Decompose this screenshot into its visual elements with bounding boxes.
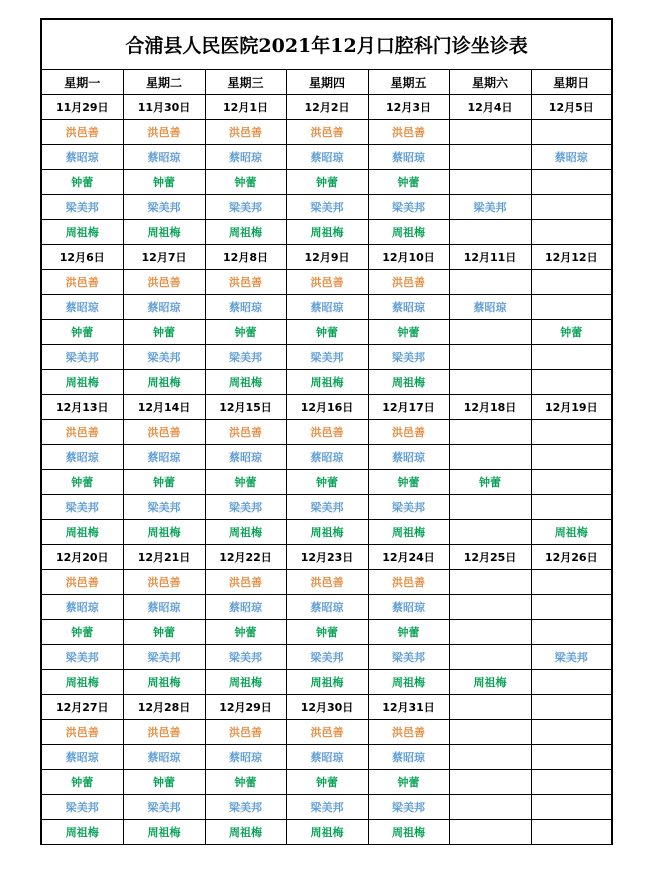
title-row — [41, 19, 612, 70]
doctor-cell: 蔡昭琼 — [286, 595, 368, 620]
doctor-cell — [449, 270, 531, 295]
doctor-cell: 梁美邦 — [286, 195, 368, 220]
date-cell: 12月24日 — [368, 545, 449, 570]
doctor-cell — [449, 745, 531, 770]
doctor-cell: 洪邑善 — [368, 120, 449, 145]
doctor-cell: 蔡昭琼 — [368, 445, 449, 470]
doctor-row — [41, 595, 612, 620]
doctor-row — [41, 120, 612, 145]
date-cell: 12月3日 — [368, 95, 449, 120]
date-cell: 12月28日 — [123, 695, 205, 720]
doctor-cell — [531, 420, 612, 445]
date-cell: 12月27日 — [41, 695, 123, 720]
date-cell: 11月30日 — [123, 95, 205, 120]
doctor-cell — [449, 645, 531, 670]
date-row — [41, 245, 612, 270]
doctor-cell — [449, 420, 531, 445]
doctor-row — [41, 295, 612, 320]
doctor-cell: 梁美邦 — [286, 345, 368, 370]
doctor-cell: 钟蕾 — [123, 620, 205, 645]
doctor-cell: 蔡昭琼 — [286, 745, 368, 770]
doctor-cell: 钟蕾 — [205, 170, 286, 195]
doctor-cell: 蔡昭琼 — [368, 295, 449, 320]
doctor-cell — [449, 570, 531, 595]
date-row — [41, 395, 612, 420]
doctor-cell — [449, 120, 531, 145]
date-cell: 12月25日 — [449, 545, 531, 570]
date-row — [41, 95, 612, 120]
doctor-cell: 钟蕾 — [286, 620, 368, 645]
doctor-cell: 蔡昭琼 — [123, 295, 205, 320]
doctor-cell: 钟蕾 — [531, 320, 612, 345]
doctor-row — [41, 220, 612, 245]
doctor-cell: 钟蕾 — [41, 470, 123, 495]
doctor-cell: 蔡昭琼 — [368, 745, 449, 770]
doctor-cell: 周祖梅 — [123, 370, 205, 395]
doctor-cell — [531, 770, 612, 795]
doctor-cell: 梁美邦 — [368, 195, 449, 220]
doctor-cell: 洪邑善 — [123, 720, 205, 745]
doctor-cell: 梁美邦 — [449, 195, 531, 220]
doctor-cell: 钟蕾 — [41, 620, 123, 645]
doctor-cell: 梁美邦 — [286, 495, 368, 520]
doctor-row — [41, 420, 612, 445]
doctor-row — [41, 445, 612, 470]
doctor-cell: 梁美邦 — [368, 345, 449, 370]
doctor-cell: 梁美邦 — [123, 795, 205, 820]
doctor-cell: 梁美邦 — [368, 495, 449, 520]
doctor-cell: 周祖梅 — [368, 670, 449, 695]
doctor-cell: 钟蕾 — [449, 470, 531, 495]
doctor-cell: 周祖梅 — [286, 670, 368, 695]
doctor-cell: 洪邑善 — [205, 570, 286, 595]
doctor-cell: 周祖梅 — [205, 520, 286, 545]
doctor-cell: 蔡昭琼 — [123, 745, 205, 770]
doctor-cell: 蔡昭琼 — [123, 145, 205, 170]
doctor-cell: 蔡昭琼 — [531, 145, 612, 170]
doctor-cell: 梁美邦 — [286, 795, 368, 820]
doctor-cell: 周祖梅 — [123, 220, 205, 245]
doctor-cell: 钟蕾 — [41, 770, 123, 795]
date-cell: 12月4日 — [449, 95, 531, 120]
date-cell — [449, 695, 531, 720]
doctor-cell: 梁美邦 — [41, 795, 123, 820]
doctor-row — [41, 320, 612, 345]
doctor-cell: 梁美邦 — [41, 645, 123, 670]
doctor-cell: 周祖梅 — [368, 820, 449, 845]
doctor-cell: 梁美邦 — [123, 495, 205, 520]
doctor-cell: 钟蕾 — [286, 320, 368, 345]
doctor-cell: 洪邑善 — [123, 120, 205, 145]
doctor-cell: 周祖梅 — [41, 370, 123, 395]
doctor-cell: 周祖梅 — [286, 220, 368, 245]
date-cell: 12月10日 — [368, 245, 449, 270]
doctor-cell — [449, 320, 531, 345]
doctor-cell: 洪邑善 — [123, 570, 205, 595]
doctor-cell: 蔡昭琼 — [205, 445, 286, 470]
doctor-cell: 周祖梅 — [286, 520, 368, 545]
doctor-cell: 蔡昭琼 — [41, 745, 123, 770]
doctor-cell: 钟蕾 — [123, 770, 205, 795]
doctor-row — [41, 745, 612, 770]
schedule-body — [41, 19, 612, 845]
doctor-cell — [531, 620, 612, 645]
doctor-cell: 蔡昭琼 — [205, 595, 286, 620]
doctor-cell — [449, 370, 531, 395]
doctor-cell: 钟蕾 — [286, 770, 368, 795]
doctor-cell: 梁美邦 — [368, 645, 449, 670]
doctor-cell: 钟蕾 — [123, 320, 205, 345]
doctor-cell: 钟蕾 — [368, 620, 449, 645]
date-cell: 12月26日 — [531, 545, 612, 570]
doctor-row — [41, 620, 612, 645]
doctor-cell: 周祖梅 — [123, 520, 205, 545]
doctor-cell: 洪邑善 — [205, 420, 286, 445]
doctor-cell: 钟蕾 — [286, 170, 368, 195]
doctor-cell — [449, 345, 531, 370]
doctor-cell: 洪邑善 — [286, 270, 368, 295]
doctor-cell — [531, 270, 612, 295]
doctor-cell: 周祖梅 — [41, 220, 123, 245]
doctor-cell: 钟蕾 — [41, 170, 123, 195]
doctor-cell: 洪邑善 — [368, 570, 449, 595]
doctor-cell: 蔡昭琼 — [123, 595, 205, 620]
date-cell: 12月12日 — [531, 245, 612, 270]
doctor-cell: 周祖梅 — [41, 520, 123, 545]
date-cell: 12月29日 — [205, 695, 286, 720]
doctor-cell: 周祖梅 — [41, 670, 123, 695]
doctor-cell: 洪邑善 — [41, 270, 123, 295]
doctor-cell — [449, 170, 531, 195]
doctor-row — [41, 770, 612, 795]
doctor-cell — [449, 495, 531, 520]
date-cell: 12月13日 — [41, 395, 123, 420]
date-cell: 12月17日 — [368, 395, 449, 420]
doctor-cell: 洪邑善 — [123, 270, 205, 295]
doctor-cell: 洪邑善 — [41, 120, 123, 145]
page-title: 合浦县人民医院2021年12月口腔科门诊坐诊表 — [41, 19, 612, 70]
weekday-header: 星期四 — [286, 70, 368, 95]
doctor-cell — [531, 495, 612, 520]
doctor-cell: 钟蕾 — [205, 470, 286, 495]
date-cell: 12月19日 — [531, 395, 612, 420]
doctor-row — [41, 795, 612, 820]
date-cell: 12月6日 — [41, 245, 123, 270]
date-cell: 12月23日 — [286, 545, 368, 570]
date-cell: 12月14日 — [123, 395, 205, 420]
doctor-row — [41, 645, 612, 670]
doctor-cell: 梁美邦 — [531, 645, 612, 670]
doctor-cell: 洪邑善 — [41, 570, 123, 595]
doctor-cell — [531, 470, 612, 495]
doctor-cell: 蔡昭琼 — [205, 295, 286, 320]
doctor-cell: 钟蕾 — [205, 620, 286, 645]
date-cell: 12月20日 — [41, 545, 123, 570]
doctor-row — [41, 520, 612, 545]
doctor-cell — [449, 145, 531, 170]
doctor-cell: 钟蕾 — [205, 770, 286, 795]
doctor-cell: 蔡昭琼 — [286, 145, 368, 170]
doctor-row — [41, 170, 612, 195]
date-cell: 12月16日 — [286, 395, 368, 420]
doctor-cell: 蔡昭琼 — [41, 595, 123, 620]
doctor-cell — [531, 670, 612, 695]
doctor-cell: 蔡昭琼 — [41, 445, 123, 470]
doctor-cell: 蔡昭琼 — [205, 745, 286, 770]
date-cell: 12月8日 — [205, 245, 286, 270]
doctor-cell: 洪邑善 — [205, 270, 286, 295]
doctor-cell: 周祖梅 — [41, 820, 123, 845]
doctor-cell: 周祖梅 — [205, 370, 286, 395]
doctor-cell: 洪邑善 — [286, 570, 368, 595]
doctor-row — [41, 495, 612, 520]
doctor-row — [41, 670, 612, 695]
weekday-header: 星期二 — [123, 70, 205, 95]
doctor-row — [41, 145, 612, 170]
date-cell: 11月29日 — [41, 95, 123, 120]
doctor-row — [41, 370, 612, 395]
doctor-cell: 洪邑善 — [205, 120, 286, 145]
doctor-cell — [531, 445, 612, 470]
doctor-cell: 洪邑善 — [368, 270, 449, 295]
doctor-cell: 钟蕾 — [368, 470, 449, 495]
doctor-cell: 周祖梅 — [449, 670, 531, 695]
doctor-cell: 梁美邦 — [41, 495, 123, 520]
doctor-cell — [531, 345, 612, 370]
date-cell: 12月11日 — [449, 245, 531, 270]
doctor-cell: 梁美邦 — [205, 345, 286, 370]
doctor-cell: 蔡昭琼 — [368, 595, 449, 620]
doctor-cell: 洪邑善 — [368, 720, 449, 745]
doctor-cell — [531, 295, 612, 320]
doctor-cell — [531, 220, 612, 245]
date-cell: 12月7日 — [123, 245, 205, 270]
weekday-header: 星期五 — [368, 70, 449, 95]
date-cell: 12月31日 — [368, 695, 449, 720]
doctor-cell: 周祖梅 — [368, 520, 449, 545]
doctor-cell: 梁美邦 — [368, 795, 449, 820]
doctor-cell: 洪邑善 — [41, 420, 123, 445]
doctor-cell: 梁美邦 — [123, 195, 205, 220]
doctor-cell: 梁美邦 — [41, 195, 123, 220]
date-cell: 12月30日 — [286, 695, 368, 720]
doctor-cell: 周祖梅 — [205, 820, 286, 845]
doctor-cell: 周祖梅 — [205, 220, 286, 245]
doctor-row — [41, 570, 612, 595]
schedule-table — [40, 18, 613, 845]
doctor-cell — [531, 570, 612, 595]
date-cell: 12月22日 — [205, 545, 286, 570]
doctor-cell — [531, 595, 612, 620]
doctor-cell: 洪邑善 — [41, 720, 123, 745]
doctor-cell: 蔡昭琼 — [41, 145, 123, 170]
doctor-cell — [449, 720, 531, 745]
doctor-cell: 梁美邦 — [205, 495, 286, 520]
doctor-cell — [449, 445, 531, 470]
doctor-cell: 洪邑善 — [286, 120, 368, 145]
doctor-cell: 洪邑善 — [286, 420, 368, 445]
weekday-header: 星期一 — [41, 70, 123, 95]
doctor-row — [41, 720, 612, 745]
doctor-cell: 梁美邦 — [205, 645, 286, 670]
doctor-cell — [531, 195, 612, 220]
doctor-cell: 钟蕾 — [123, 170, 205, 195]
doctor-cell: 周祖梅 — [205, 670, 286, 695]
doctor-cell: 梁美邦 — [205, 195, 286, 220]
doctor-cell: 梁美邦 — [123, 345, 205, 370]
doctor-row — [41, 195, 612, 220]
doctor-cell: 洪邑善 — [205, 720, 286, 745]
doctor-cell — [449, 770, 531, 795]
doctor-cell: 梁美邦 — [123, 645, 205, 670]
doctor-cell: 钟蕾 — [286, 470, 368, 495]
doctor-cell: 洪邑善 — [368, 420, 449, 445]
doctor-cell — [449, 520, 531, 545]
weekday-header: 星期日 — [531, 70, 612, 95]
doctor-row — [41, 470, 612, 495]
date-cell: 12月15日 — [205, 395, 286, 420]
doctor-cell: 蔡昭琼 — [368, 145, 449, 170]
weekday-header: 星期三 — [205, 70, 286, 95]
date-cell: 12月2日 — [286, 95, 368, 120]
doctor-cell: 洪邑善 — [286, 720, 368, 745]
doctor-row — [41, 820, 612, 845]
doctor-cell: 钟蕾 — [123, 470, 205, 495]
doctor-cell — [449, 620, 531, 645]
doctor-cell — [449, 820, 531, 845]
doctor-cell: 钟蕾 — [368, 320, 449, 345]
doctor-cell — [531, 820, 612, 845]
date-row — [41, 545, 612, 570]
doctor-cell: 钟蕾 — [205, 320, 286, 345]
weekday-header-row — [41, 70, 612, 95]
doctor-row — [41, 345, 612, 370]
doctor-cell: 周祖梅 — [123, 670, 205, 695]
doctor-cell: 周祖梅 — [368, 220, 449, 245]
doctor-cell: 周祖梅 — [286, 370, 368, 395]
doctor-cell — [531, 170, 612, 195]
date-row — [41, 695, 612, 720]
doctor-cell: 蔡昭琼 — [123, 445, 205, 470]
doctor-cell: 梁美邦 — [286, 645, 368, 670]
doctor-cell: 洪邑善 — [123, 420, 205, 445]
date-cell: 12月21日 — [123, 545, 205, 570]
date-cell: 12月18日 — [449, 395, 531, 420]
doctor-cell: 钟蕾 — [368, 170, 449, 195]
doctor-cell: 周祖梅 — [123, 820, 205, 845]
doctor-cell — [531, 720, 612, 745]
doctor-cell: 蔡昭琼 — [286, 295, 368, 320]
doctor-cell: 蔡昭琼 — [449, 295, 531, 320]
doctor-cell — [449, 795, 531, 820]
doctor-cell — [449, 595, 531, 620]
date-cell: 12月1日 — [205, 95, 286, 120]
doctor-cell: 蔡昭琼 — [205, 145, 286, 170]
date-cell: 12月5日 — [531, 95, 612, 120]
doctor-cell: 蔡昭琼 — [41, 295, 123, 320]
doctor-cell: 钟蕾 — [41, 320, 123, 345]
doctor-cell: 周祖梅 — [286, 820, 368, 845]
doctor-cell: 钟蕾 — [368, 770, 449, 795]
doctor-row — [41, 270, 612, 295]
doctor-cell: 梁美邦 — [41, 345, 123, 370]
doctor-cell: 蔡昭琼 — [286, 445, 368, 470]
doctor-cell — [531, 745, 612, 770]
doctor-cell — [449, 220, 531, 245]
doctor-cell: 梁美邦 — [205, 795, 286, 820]
doctor-cell — [531, 795, 612, 820]
doctor-cell — [531, 120, 612, 145]
weekday-header: 星期六 — [449, 70, 531, 95]
date-cell — [531, 695, 612, 720]
date-cell: 12月9日 — [286, 245, 368, 270]
doctor-cell: 周祖梅 — [368, 370, 449, 395]
doctor-cell: 周祖梅 — [531, 520, 612, 545]
doctor-cell — [531, 370, 612, 395]
